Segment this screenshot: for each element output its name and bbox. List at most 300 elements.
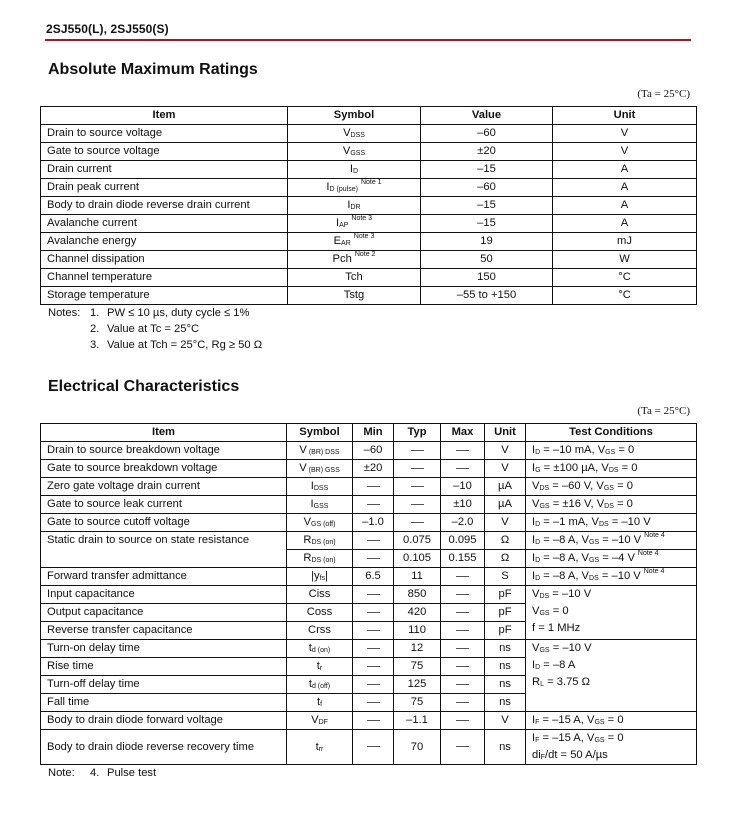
symbol-subscript: D [353, 168, 359, 175]
item-cell: Body to drain diode reverse drain current [41, 197, 288, 215]
test-conditions-cell [526, 568, 697, 586]
symbol-cell [287, 604, 353, 622]
item-cell: Drain to source breakdown voltage [41, 442, 287, 460]
unit-cell: ns [485, 640, 526, 658]
symbol-main: R [303, 552, 312, 564]
symbol-cell [287, 622, 353, 640]
unit-cell: A [553, 197, 697, 215]
min-cell: –1.0 [353, 514, 394, 532]
symbol-cell [287, 712, 353, 730]
dash [367, 504, 380, 505]
subscript: DS [608, 467, 619, 474]
symbol-main: I [310, 480, 314, 492]
dash [456, 450, 469, 451]
test-conditions-cell [526, 478, 697, 496]
unit-cell: A [553, 161, 697, 179]
elec-char-condition: (Ta = 25°C) [637, 405, 690, 417]
note-reference: Note 4 [643, 568, 665, 575]
min-cell [353, 712, 394, 730]
unit-cell: °C [553, 269, 697, 287]
subscript: GS [539, 503, 550, 510]
subscript: DS [589, 575, 599, 582]
note-row [48, 337, 262, 353]
dash [367, 558, 380, 559]
subscript: DS [539, 593, 550, 600]
symbol-subscript: rr [318, 745, 324, 753]
unit-cell: V [485, 712, 526, 730]
table-row [41, 640, 697, 658]
max-cell [441, 442, 485, 460]
value-cell: –55 to +150 [421, 287, 553, 305]
symbol-cell [288, 197, 421, 215]
table-row [41, 161, 697, 179]
typ-cell: 0.105 [394, 550, 441, 568]
symbol-subscript: d (on) [311, 647, 331, 654]
note-text: PW ≤ 10 µs, duty cycle ≤ 1% [107, 307, 250, 319]
unit-cell: A [553, 215, 697, 233]
item-cell: Rise time [41, 658, 287, 676]
table-row [41, 251, 697, 269]
symbol-main: t [315, 740, 319, 753]
test-condition-line: ID = –8 A, VGS = –4 V [532, 552, 635, 564]
item-cell: Input capacitance [41, 586, 287, 604]
dash [411, 468, 424, 469]
unit-cell: ns [485, 730, 526, 765]
min-cell: –60 [353, 442, 394, 460]
item-cell: Drain to source voltage [41, 125, 288, 143]
max-cell [441, 586, 485, 604]
unit-cell: pF [485, 586, 526, 604]
dash [456, 648, 469, 649]
unit-cell: ns [485, 694, 526, 712]
table-header-row [41, 107, 697, 125]
max-cell [441, 622, 485, 640]
symbol-main: E [333, 235, 342, 247]
subscript: GS [539, 647, 550, 654]
unit-cell: ns [485, 658, 526, 676]
subscript: G [535, 467, 541, 474]
test-condition-line: ID = –1 mA, VDS = –10 V [532, 516, 651, 528]
item-cell: Body to drain diode reverse recovery time [41, 730, 287, 765]
dash [456, 630, 469, 631]
subscript: D [535, 539, 541, 546]
test-condition-line: VDS = –60 V, VGS = 0 [532, 480, 633, 492]
note-number: 4. [90, 767, 100, 779]
unit-cell: mJ [553, 233, 697, 251]
test-condition-line: ID = –8 A, VDS = –10 V [532, 570, 641, 582]
max-cell [441, 640, 485, 658]
symbol-subscript: fs [319, 575, 326, 582]
dash [456, 612, 469, 613]
note-number: 1. [90, 307, 100, 319]
dash [456, 576, 469, 577]
symbol-cell [287, 460, 353, 478]
dash [456, 746, 469, 747]
symbol-tail: | [325, 570, 328, 582]
note-number: 2. [90, 323, 100, 335]
value-cell: –15 [421, 197, 553, 215]
dash [411, 450, 424, 451]
item-cell: Gate to source cutoff voltage [41, 514, 287, 532]
unit-cell: ns [485, 676, 526, 694]
symbol-cell [288, 287, 421, 305]
unit-cell: V [485, 460, 526, 478]
test-condition-line: VGS = ±16 V, VDS = 0 [532, 498, 633, 510]
symbol-subscript: DR [350, 204, 361, 211]
symbol-subscript: r [319, 665, 323, 672]
symbol-subscript: DS (on) [311, 557, 336, 564]
typ-cell [394, 496, 441, 514]
max-cell [441, 568, 485, 586]
min-cell: ±20 [353, 460, 394, 478]
dash [411, 504, 424, 505]
value-cell: –60 [421, 179, 553, 197]
subscript: GS [594, 719, 605, 726]
symbol-cell [287, 478, 353, 496]
note-text: Value at Tc = 25°C [107, 323, 200, 335]
table-row [41, 532, 697, 550]
symbol-main: I [310, 498, 314, 510]
abs-max-condition: (Ta = 25°C) [637, 88, 690, 100]
dash [411, 486, 424, 487]
symbol-cell [287, 532, 353, 550]
symbol-main: |y [311, 570, 320, 582]
dash [411, 522, 424, 523]
symbol-cell [287, 496, 353, 514]
col-header-item: Item [41, 107, 288, 125]
dash [367, 630, 380, 631]
electrical-characteristics-table [40, 423, 697, 765]
value-cell: –15 [421, 161, 553, 179]
item-cell: Channel temperature [41, 269, 288, 287]
min-cell [353, 532, 394, 550]
subscript: D [535, 557, 541, 564]
notes-label: Note: [48, 767, 75, 779]
symbol-main: V [299, 462, 307, 474]
symbol-main: I [335, 217, 340, 229]
item-cell: Gate to source leak current [41, 496, 287, 514]
symbol-main: Coss [306, 606, 333, 618]
min-cell [353, 640, 394, 658]
dash [367, 648, 380, 649]
item-cell: Zero gate voltage drain current [41, 478, 287, 496]
min-cell [353, 676, 394, 694]
typ-cell [394, 460, 441, 478]
typ-cell: 11 [394, 568, 441, 586]
elec-char-title: Electrical Characteristics [48, 378, 240, 395]
typ-cell: 850 [394, 586, 441, 604]
max-cell [441, 712, 485, 730]
subscript: GS [539, 610, 550, 617]
subscript: GS [605, 449, 616, 456]
dash [367, 666, 380, 667]
dash [456, 702, 469, 703]
col-header-max: Max [441, 424, 485, 442]
item-cell: Body to drain diode forward voltage [41, 712, 287, 730]
table-row [41, 586, 697, 604]
value-cell: 19 [421, 233, 553, 251]
table-row [41, 478, 697, 496]
max-cell [441, 460, 485, 478]
max-cell: 0.095 [441, 532, 485, 550]
dash [367, 684, 380, 685]
table-row [41, 215, 697, 233]
dash [456, 684, 469, 685]
symbol-cell [288, 269, 421, 287]
test-conditions-cell [526, 442, 697, 460]
symbol-subscript: D (pulse) [329, 186, 358, 193]
test-condition-line: IG = ±100 µA, VDS = 0 [532, 462, 638, 474]
item-cell: Drain current [41, 161, 288, 179]
typ-cell: 420 [394, 604, 441, 622]
test-condition-line: f = 1 MHz [532, 622, 581, 634]
dash [367, 720, 380, 721]
symbol-cell [287, 442, 353, 460]
symbol-subscript: DS (on) [311, 539, 336, 546]
unit-cell: Ω [485, 550, 526, 568]
test-condition-line: diF/dt = 50 A/µs [532, 749, 608, 761]
typ-cell: 0.075 [394, 532, 441, 550]
abs-max-notes [48, 305, 262, 353]
table-row [41, 179, 697, 197]
note-number: 3. [90, 339, 100, 351]
col-header-typ: Typ [394, 424, 441, 442]
symbol-main: I [326, 181, 330, 193]
symbol-cell [287, 586, 353, 604]
symbol-cell [287, 550, 353, 568]
symbol-main: t [316, 660, 320, 672]
typ-cell: 12 [394, 640, 441, 658]
note-reference: Note 1 [360, 179, 382, 186]
min-cell [353, 730, 394, 765]
item-cell: Output capacitance [41, 604, 287, 622]
note-row [48, 321, 262, 337]
symbol-subscript: GS (off) [311, 521, 336, 528]
symbol-subscript: f [320, 701, 323, 708]
typ-cell: 110 [394, 622, 441, 640]
table-row [41, 287, 697, 305]
table-row [41, 712, 697, 730]
unit-cell: µA [485, 496, 526, 514]
symbol-main: Crss [308, 624, 331, 636]
elec-char-notes [48, 765, 156, 781]
absolute-maximum-ratings-table [40, 106, 697, 305]
symbol-main: Tstg [343, 289, 365, 301]
max-cell: ±10 [441, 496, 485, 514]
dash [456, 666, 469, 667]
test-condition-line: VDS = –10 V [532, 588, 592, 600]
dash [456, 594, 469, 595]
header-rule [45, 39, 691, 41]
value-cell: –15 [421, 215, 553, 233]
subscript: GS [589, 539, 600, 546]
symbol-subscript: d (off) [311, 683, 331, 690]
table-row [41, 460, 697, 478]
unit-cell: pF [485, 622, 526, 640]
part-number-header: 2SJ550(L), 2SJ550(S) [46, 22, 169, 36]
unit-cell: V [553, 125, 697, 143]
symbol-subscript: DSS [313, 485, 329, 492]
subscript: F [535, 737, 540, 744]
table-header-row [41, 424, 697, 442]
symbol-subscript: DSS [350, 132, 365, 139]
test-condition-line: ID = –8 A [532, 659, 576, 671]
dash [456, 720, 469, 721]
min-cell [353, 694, 394, 712]
unit-cell: µA [485, 478, 526, 496]
symbol-cell [288, 143, 421, 161]
unit-cell: V [553, 143, 697, 161]
subscript: DS [604, 503, 614, 510]
symbol-cell [288, 161, 421, 179]
unit-cell: W [553, 251, 697, 269]
item-cell: Channel dissipation [41, 251, 288, 269]
subscript: L [540, 681, 544, 688]
note-row [48, 765, 156, 781]
subscript: D [535, 664, 541, 671]
typ-cell [394, 478, 441, 496]
dash [367, 702, 380, 703]
min-cell: 6.5 [353, 568, 394, 586]
symbol-main: I [349, 163, 354, 175]
subscript: GS [589, 557, 600, 564]
min-cell [353, 550, 394, 568]
symbol-main: V [299, 444, 307, 456]
symbol-cell [287, 514, 353, 532]
table-row [41, 125, 697, 143]
item-cell: Avalanche current [41, 215, 288, 233]
note-reference: Note 4 [637, 550, 659, 557]
symbol-main: I [347, 199, 351, 211]
test-condition-line: VGS = –10 V [532, 642, 592, 654]
note-text: Value at Tch = 25°C, Rg ≥ 50 Ω [107, 339, 263, 351]
symbol-subscript: AP [339, 222, 349, 229]
symbol-subscript: DF [318, 719, 328, 726]
col-header-symbol: Symbol [288, 107, 421, 125]
test-condition-line: RL = 3.75 Ω [532, 676, 590, 688]
table-row [41, 197, 697, 215]
item-cell: Turn-on delay time [41, 640, 287, 658]
symbol-subscript: GSS [313, 503, 329, 510]
max-cell [441, 730, 485, 765]
unit-cell: °C [553, 287, 697, 305]
note-row [48, 305, 262, 321]
item-cell: Reverse transfer capacitance [41, 622, 287, 640]
table-row [41, 269, 697, 287]
test-condition-line: IF = –15 A, VGS = 0 [532, 732, 624, 744]
col-header-item: Item [41, 424, 287, 442]
symbol-subscript: (BR) GSS [306, 467, 340, 474]
typ-cell [394, 442, 441, 460]
max-cell: –2.0 [441, 514, 485, 532]
symbol-cell [287, 568, 353, 586]
max-cell: –10 [441, 478, 485, 496]
symbol-subscript: (BR) DSS [306, 449, 340, 456]
test-conditions-cell [526, 730, 697, 765]
unit-cell: A [553, 179, 697, 197]
symbol-main: Pch [332, 253, 352, 265]
symbol-cell [287, 676, 353, 694]
note-reference: Note 4 [644, 532, 665, 539]
symbol-main: t [308, 678, 312, 690]
unit-cell: V [485, 514, 526, 532]
symbol-main: V [311, 714, 319, 726]
table-row [41, 514, 697, 532]
typ-cell [394, 514, 441, 532]
subscript: D [535, 521, 541, 528]
value-cell: 50 [421, 251, 553, 269]
dash [367, 746, 380, 747]
typ-cell: 75 [394, 694, 441, 712]
min-cell [353, 478, 394, 496]
item-cell: Drain peak current [41, 179, 288, 197]
subscript: D [535, 575, 541, 582]
note-reference: Note 3 [351, 215, 373, 222]
symbol-main: Tch [345, 271, 363, 283]
item-cell: Fall time [41, 694, 287, 712]
table-row [41, 143, 697, 161]
item-cell: Gate to source voltage [41, 143, 288, 161]
subscript: DS [539, 485, 550, 492]
test-conditions-cell [526, 460, 697, 478]
test-conditions-cell [526, 514, 697, 532]
table-row [41, 442, 697, 460]
item-cell: Storage temperature [41, 287, 288, 305]
max-cell: 0.155 [441, 550, 485, 568]
item-cell: Avalanche energy [41, 233, 288, 251]
unit-cell: V [485, 442, 526, 460]
min-cell [353, 604, 394, 622]
symbol-main: V [343, 127, 351, 139]
test-conditions-cell [526, 640, 697, 712]
symbol-cell [287, 658, 353, 676]
test-condition-line: IF = –15 A, VGS = 0 [532, 714, 624, 726]
dash [367, 540, 380, 541]
symbol-cell [287, 640, 353, 658]
test-conditions-cell [526, 550, 697, 568]
col-header-value: Value [421, 107, 553, 125]
abs-max-title: Absolute Maximum Ratings [48, 61, 258, 78]
symbol-cell [288, 233, 421, 251]
col-header-symbol: Symbol [287, 424, 353, 442]
symbol-main: R [303, 534, 312, 546]
subscript: DS [598, 521, 609, 528]
max-cell [441, 604, 485, 622]
note-reference: Note 2 [354, 251, 376, 258]
item-cell: Forward transfer admittance [41, 568, 287, 586]
col-header-unit: Unit [553, 107, 697, 125]
value-cell: –60 [421, 125, 553, 143]
max-cell [441, 658, 485, 676]
max-cell [441, 676, 485, 694]
min-cell [353, 496, 394, 514]
unit-cell: Ω [485, 532, 526, 550]
unit-cell: S [485, 568, 526, 586]
subscript: GS [594, 737, 605, 744]
dash [456, 468, 469, 469]
min-cell [353, 586, 394, 604]
unit-cell: pF [485, 604, 526, 622]
note-text: Pulse test [107, 767, 157, 779]
symbol-cell [288, 251, 421, 269]
test-condition-line: ID = –8 A, VGS = –10 V [532, 534, 642, 546]
test-condition-line: VGS = 0 [532, 605, 569, 617]
table-row [41, 568, 697, 586]
item-cell: Gate to source breakdown voltage [41, 460, 287, 478]
test-conditions-cell [526, 496, 697, 514]
typ-cell: 75 [394, 658, 441, 676]
item-cell: Static drain to source on state resistance [41, 532, 287, 568]
